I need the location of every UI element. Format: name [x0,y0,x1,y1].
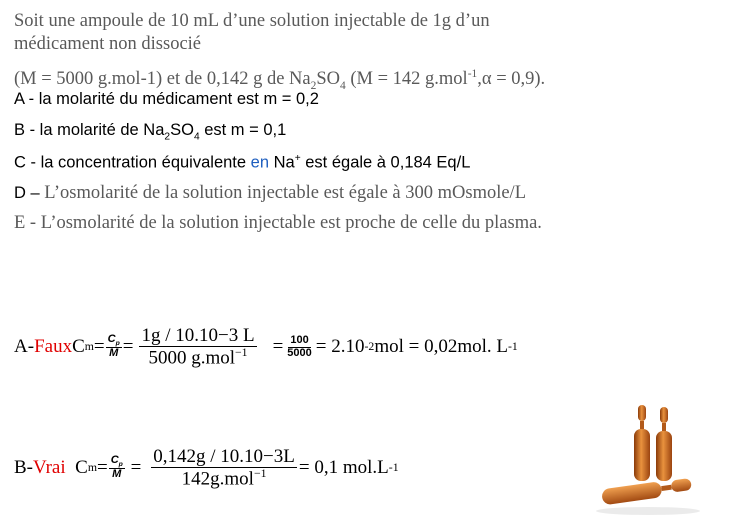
exponent: -2 [364,340,375,353]
equals-sign: = [96,457,108,478]
answer-a-result: = 2.10 [315,336,365,357]
option-d: D – L’osmolarité de la solution injectable est égale à 300 mOsmole/L [14,183,526,203]
exponent: -1 [508,340,518,353]
answer-a-result-tail: mol = 0,02mol. L [374,336,508,357]
cm-sub: m [84,340,94,353]
answer-b [14,443,399,493]
equals-sign: = [125,457,142,478]
equals-sign: = [122,336,134,357]
option-e: E - L’osmolarité de la solution injectable est proche de celle du plasma. [14,213,542,233]
fraction-cp-over-m: $\frac{C_p}{M}$ [107,333,120,360]
ampoule-upright-right [656,407,672,481]
answer-a-verdict: Faux [34,336,73,357]
fraction-100-over-5000: $\frac{100}{5000}$ [287,333,312,359]
intro-line-1: Soit une ampoule de 10 mL d’une solution injectable de 1g d’un [14,11,490,31]
cm-label: C [65,457,88,478]
answer-a-prefix: A- [14,336,35,357]
equals-sign: = [272,336,284,357]
exponent: -1 [388,461,399,474]
answer-b-result: = 0,1 mol.L [298,457,389,478]
equals-sign: = [93,336,105,357]
fraction-cp-over-m: $\frac{C_p}{M}$ [110,454,123,481]
option-b: B - la molarité de $Na_2SO_4$ est m = 0,1 [14,121,287,143]
answer-b-prefix: B- [14,457,33,478]
ampoules-image [588,405,716,517]
option-a: A - la molarité du médicament est m = 0,2 [14,90,319,108]
cm-sub: m [87,461,97,474]
ampoule-upright-left [634,405,650,481]
answer-a [14,322,518,372]
fraction-mass-over-volume: $\frac{0,142g / 10.10-3L}{142g.mol^{-1}}$ [153,445,295,490]
fraction-mass-over-molar: $\frac{1g / 10.10-3 L}{5000 g.mol^{-1}}$ [141,324,255,369]
intro-line-3: (M = 5000 g.mol-1) et de 0,142 g de $Na_2SO_4$ (M = 142 g.mol$^{-1}$,α = 0,9). [14,68,546,92]
answer-b-verdict: Vrai [33,457,66,478]
intro-line-2: médicament non dissocié [14,34,202,54]
option-c: C - la concentration équivalente en Na+ est égale à 0,184 Eq/L [14,153,471,172]
cm-label: C [72,336,85,357]
ampoule-lying [601,477,692,505]
